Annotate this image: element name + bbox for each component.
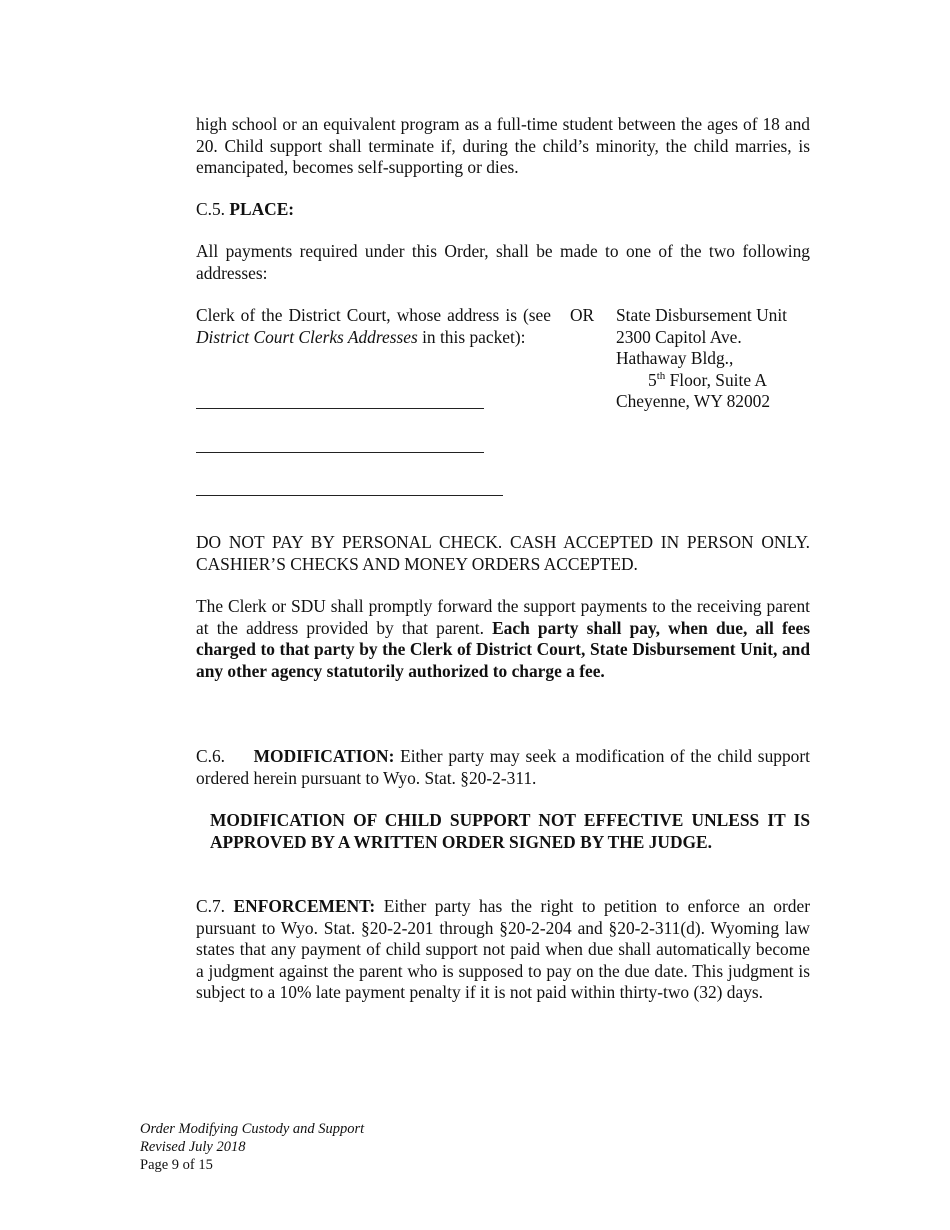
clerk-address-line-3[interactable] (196, 495, 503, 496)
footer-revision: Revised July 2018 (140, 1139, 246, 1155)
clerk-address-line-1[interactable] (196, 408, 484, 409)
section-c6-paragraph (196, 746, 810, 789)
section-c5-heading (196, 199, 294, 221)
clerk-text-before: Clerk of the District Court, whose address is (see (196, 305, 551, 325)
section-c5-title: PLACE: (229, 199, 295, 219)
sdu-floor-number: 5 (648, 369, 657, 390)
sdu-city: Cheyenne, WY 82002 (616, 391, 771, 411)
forwarding-paragraph (196, 596, 810, 682)
sdu-street: 2300 Capitol Ave. (616, 326, 742, 347)
sdu-address-block (616, 305, 787, 413)
clerk-address-line-2[interactable] (196, 452, 484, 453)
section-c6-number: C.6. (196, 746, 225, 766)
continuation-paragraph: high school or an equivalent program as a full-time student between the ages of 18 and 20. Child support shall terminate if, during the child’s minority, the child marries, is emancipated, becomes self-supporting or dies. (196, 114, 810, 177)
sdu-name: State Disbursement Unit (616, 305, 787, 325)
forwarding-text: The Clerk or SDU shall promptly forward the support payments to the receiving parent at the address provided by that parent. (196, 596, 810, 638)
or-label: OR (570, 305, 595, 325)
fees-notice: Each party shall pay, when due, all fees charged to that party by the Clerk of District Court, State Disbursement Unit, and any other agency statutorily authorized to charge a fee. (196, 617, 810, 681)
section-c7-number: C.7. (196, 896, 225, 916)
clerk-text-after: in this packet): (417, 326, 526, 347)
c5-intro-paragraph: All payments required under this Order, shall be made to one of the two following addresses: (196, 241, 810, 283)
sdu-floor-suite: Floor, Suite A (665, 369, 767, 390)
clerk-address-instructions (196, 305, 551, 348)
footer-form-title: Order Modifying Custody and Support (140, 1121, 365, 1137)
section-c7-title: ENFORCEMENT: (233, 896, 376, 916)
page-footer (140, 1120, 364, 1174)
sdu-building: Hathaway Bldg., (616, 348, 734, 368)
footer-page-number: Page 9 of 15 (140, 1157, 213, 1173)
payment-warning: DO NOT PAY BY PERSONAL CHECK. CASH ACCEPTED IN PERSON ONLY. CASHIER’S CHECKS AND MONEY ORDERS ACCEPTED. (196, 532, 810, 574)
section-c6-text: Either party may seek a modification of the child support ordered herein pursuant to Wyo. Stat. §20-2-311. (196, 746, 810, 788)
sdu-floor (616, 370, 787, 392)
section-c5-number: C.5. (196, 199, 225, 219)
clerk-addresses-reference: District Court Clerks Addresses (196, 326, 418, 347)
section-c6-title: MODIFICATION: (253, 746, 395, 766)
sdu-floor-suffix: th (656, 369, 666, 382)
section-c7-paragraph (196, 896, 810, 1004)
modification-notice: MODIFICATION OF CHILD SUPPORT NOT EFFECTIVE UNLESS IT IS APPROVED BY A WRITTEN ORDER SIGNED BY THE JUDGE. (210, 810, 810, 852)
section-c7-text: Either party has the right to petition to enforce an order pursuant to Wyo. Stat. §20-2-201 through §20-2-204 and §20-2-311(d). Wyoming law states that any payment of child support not paid when due shall automatically become a judgment against the parent who is supposed to pay on the due date. This judgment is subject to a 10% late payment penalty if it is not paid within thirty-two (32) days. (196, 896, 810, 1002)
